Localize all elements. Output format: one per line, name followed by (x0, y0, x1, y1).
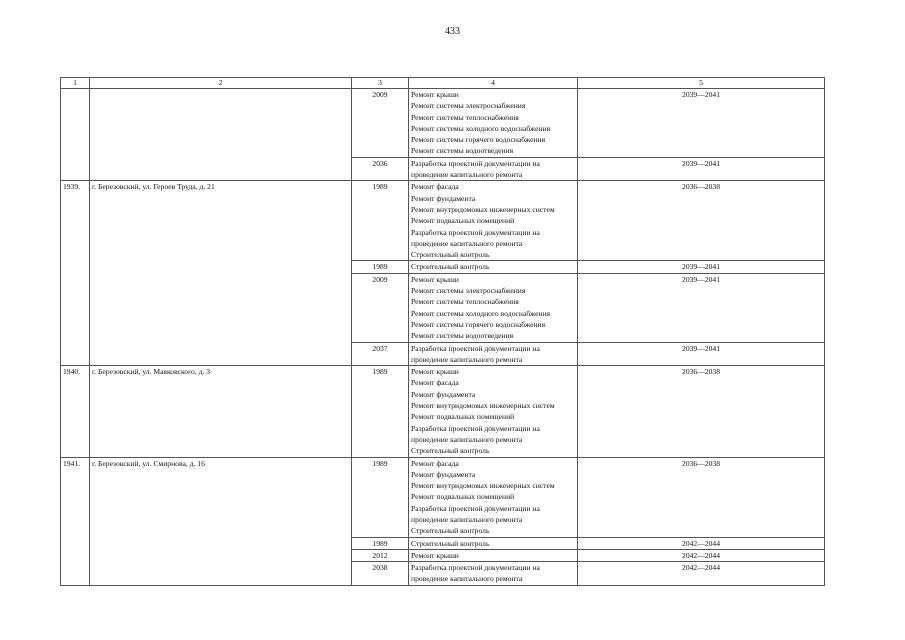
header-cell-5: 5 (578, 78, 825, 89)
address-cell: г. Березовский, ул. Маяковского, д. 3 (90, 366, 352, 457)
work-item: Ремонт системы теплоснабжения (411, 112, 519, 122)
period-cell: 2036—2038 (578, 366, 825, 457)
work-item: Ремонт системы водоотведения (411, 331, 514, 341)
works-cell (409, 549, 578, 561)
work-item: Ремонт системы горячего водоснабжения (411, 135, 546, 145)
work-item: проведение капитального ремонта (411, 354, 523, 364)
header-row (61, 78, 825, 89)
work-item: Строительный контроль (411, 446, 490, 456)
period-cell: 2036—2038 (578, 181, 825, 261)
work-item: Ремонт внутридомовых инженерных систем (411, 204, 555, 214)
work-item: Строительный контроль (411, 538, 490, 548)
period-cell: 2039—2041 (578, 89, 825, 158)
works-cell (409, 273, 578, 342)
work-item: Ремонт системы горячего водоснабжения (411, 319, 546, 329)
address-cell: г. Березовский, ул. Смирнова, д. 16 (90, 457, 352, 585)
period-cell: 2039—2041 (578, 273, 825, 342)
work-item: Разработка проектной документации на (411, 158, 540, 168)
year-cell: 2009 (352, 273, 409, 342)
works-cell (409, 537, 578, 549)
header-cell-4: 4 (409, 78, 578, 89)
row-number (61, 89, 90, 181)
work-item: Ремонт внутридомовых инженерных систем (411, 481, 555, 491)
year-cell: 2012 (352, 549, 409, 561)
row-number: 1941. (61, 457, 90, 585)
works-cell (409, 157, 578, 181)
year-cell: 1989 (352, 537, 409, 549)
page-number: 433 (445, 26, 460, 37)
work-item: Строительный контроль (411, 250, 490, 260)
work-item: Ремонт фасада (411, 378, 459, 388)
work-item: Ремонт крыши (411, 550, 459, 560)
work-item: Ремонт фасада (411, 458, 459, 468)
table-row (61, 181, 825, 261)
year-cell: 2009 (352, 89, 409, 158)
work-item: Ремонт системы электроснабжения (411, 101, 526, 111)
work-item: Строительный контроль (411, 262, 490, 272)
works-cell (409, 181, 578, 261)
period-cell: 2039—2041 (578, 157, 825, 181)
work-item: Ремонт фасада (411, 182, 459, 192)
works-cell (409, 366, 578, 457)
work-item: Разработка проектной документации на (411, 423, 540, 433)
work-item: Ремонт внутридомовых инженерных систем (411, 401, 555, 411)
work-item: проведение капитального ремонта (411, 514, 523, 524)
work-item: Ремонт системы водоотведения (411, 146, 514, 156)
year-cell: 1989 (352, 261, 409, 273)
table-body (61, 78, 825, 586)
work-item: Разработка проектной документации на (411, 343, 540, 353)
year-cell: 2036 (352, 157, 409, 181)
period-cell: 2036—2038 (578, 457, 825, 537)
work-item: Ремонт системы холодного водоснабжения (411, 308, 551, 318)
header-cell-1: 1 (61, 78, 90, 89)
table-row (61, 457, 825, 537)
period-cell: 2042—2044 (578, 562, 825, 586)
header-cell-2: 2 (90, 78, 352, 89)
header-cell-3: 3 (352, 78, 409, 89)
work-item: Разработка проектной документации на (411, 503, 540, 513)
period-cell: 2042—2044 (578, 537, 825, 549)
work-item: проведение капитального ремонта (411, 170, 523, 180)
work-item: Строительный контроль (411, 526, 490, 536)
table-row (61, 366, 825, 457)
address-cell (90, 89, 352, 181)
row-number: 1939. (61, 181, 90, 366)
work-item: Ремонт крыши (411, 367, 459, 377)
year-cell: 2038 (352, 562, 409, 586)
year-cell: 1989 (352, 366, 409, 457)
works-cell (409, 89, 578, 158)
work-item: проведение капитального ремонта (411, 238, 523, 248)
works-cell (409, 261, 578, 273)
work-item: Разработка проектной документации на (411, 563, 540, 573)
work-item: Разработка проектной документации на (411, 227, 540, 237)
work-item: Ремонт системы холодного водоснабжения (411, 123, 551, 133)
works-cell (409, 342, 578, 366)
work-item: Ремонт крыши (411, 274, 459, 284)
work-item: Ремонт подвальных помещений (411, 216, 515, 226)
year-cell: 2037 (352, 342, 409, 366)
address-cell: г. Березовский, ул. Героев Труда, д. 21 (90, 181, 352, 366)
work-item: Ремонт фундамента (411, 193, 476, 203)
work-item: Ремонт фундамента (411, 389, 476, 399)
work-item: Ремонт подвальных помещений (411, 412, 515, 422)
period-cell: 2039—2041 (578, 261, 825, 273)
row-number: 1940. (61, 366, 90, 457)
work-item: проведение капитального ремонта (411, 574, 523, 584)
work-item: Ремонт крыши (411, 90, 459, 99)
year-cell: 1989 (352, 457, 409, 537)
year-cell: 1989 (352, 181, 409, 261)
period-cell: 2039—2041 (578, 342, 825, 366)
repair-schedule-table (60, 77, 825, 586)
work-item: проведение капитального ремонта (411, 434, 523, 444)
work-item: Ремонт системы теплоснабжения (411, 297, 519, 307)
table-row (61, 89, 825, 158)
period-cell: 2042—2044 (578, 549, 825, 561)
work-item: Ремонт подвальных помещений (411, 492, 515, 502)
works-cell (409, 457, 578, 537)
works-cell (409, 562, 578, 586)
work-item: Ремонт фундамента (411, 469, 476, 479)
work-item: Ремонт системы электроснабжения (411, 286, 526, 296)
